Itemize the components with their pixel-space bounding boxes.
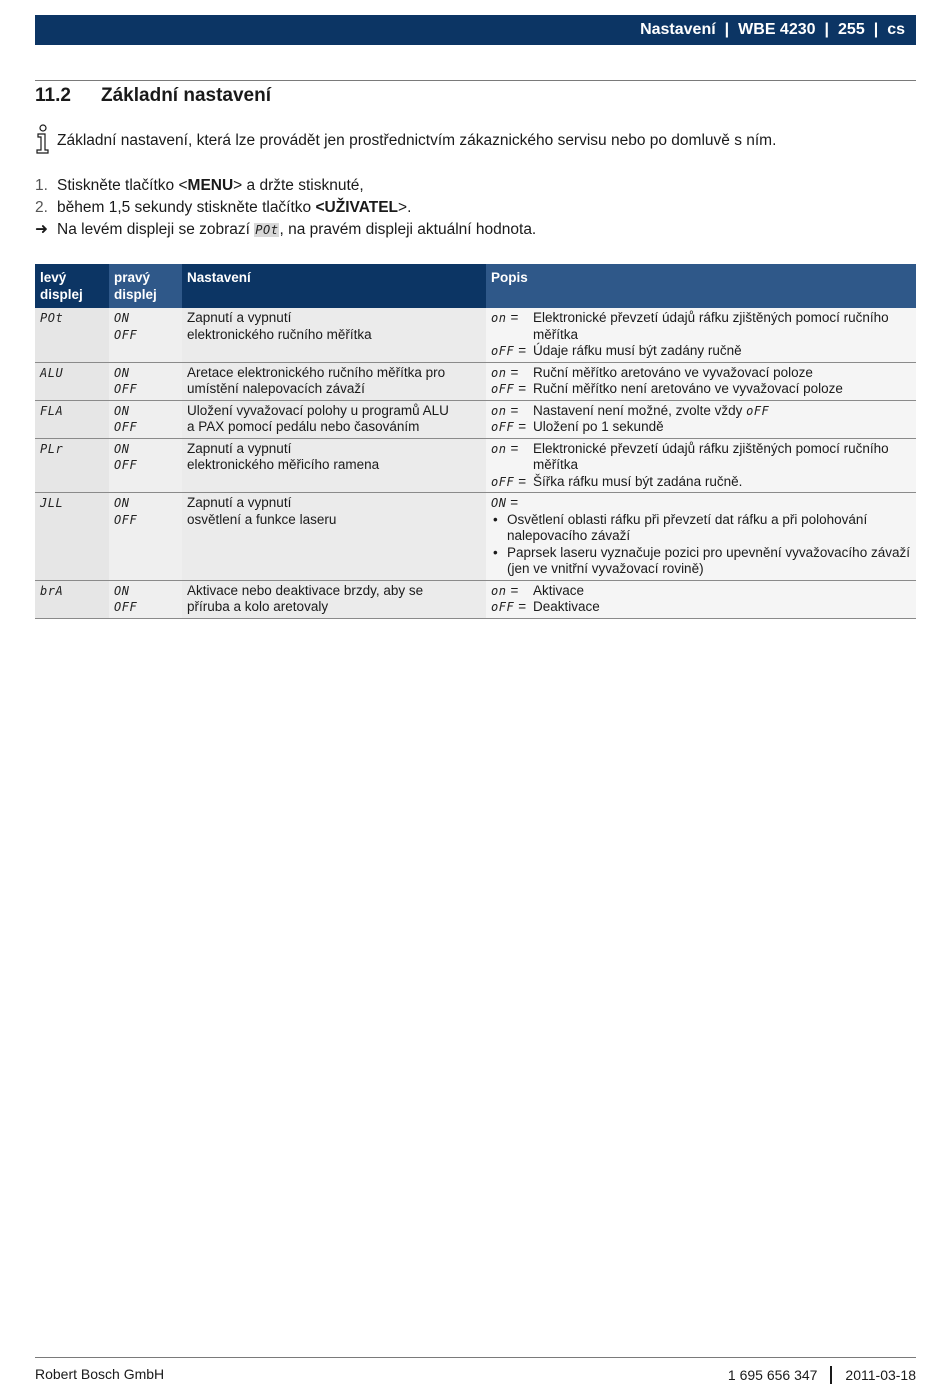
description-line: oFF = Ruční měřítko není aretováno ve vyvažovací poloze [491, 381, 843, 396]
description-line: on = Elektronické převzetí údajů ráfku zjištěných pomocí ručního měřítka [491, 310, 911, 343]
setting-text: Zapnutí a vypnutí [187, 440, 292, 456]
step-1 [35, 175, 536, 197]
step-key: <UŽIVATEL [315, 199, 399, 216]
description-line: on = Elektronické převzetí údajů ráfku zjištěných pomocí ručního měřítka [491, 441, 911, 474]
right-display-on: ON [114, 441, 130, 456]
setting-text: Aktivace nebo deaktivace brzdy, aby se [187, 582, 424, 598]
desc-code: oFF [491, 344, 515, 358]
result-text: , na pravém displeji aktuální hodnota. [279, 221, 537, 238]
step-text: během 1,5 sekundy stiskněte tlačítko [57, 199, 316, 216]
info-note-text: Základní nastavení, která lze provádět jen prostřednictvím zákaznického servisu nebo po domluvě s ním. [57, 132, 777, 149]
bottom-divider [35, 1357, 916, 1358]
section-heading: Základní nastavení [101, 85, 272, 106]
lcd-code: POt [255, 223, 279, 237]
header-separator: | [724, 21, 730, 38]
table-row [35, 493, 916, 581]
right-display-on: ON [114, 583, 130, 598]
col-header-right-display: pravý displej [109, 264, 182, 308]
setting-text: Zapnutí a vypnutí [187, 495, 292, 510]
setting-text: elektronického ručního měřítka [187, 326, 372, 342]
left-display-code: JLL [40, 496, 64, 510]
header-model: WBE 4230 [738, 21, 816, 38]
footer-separator [830, 1366, 832, 1384]
info-note [35, 124, 916, 158]
description-line: on = Nastavení není možné, zvolte vždy oFF [491, 402, 770, 418]
instruction-steps [35, 175, 536, 241]
right-display-on: ON [114, 496, 130, 510]
description-line: oFF = Údaje ráfku musí být zadány ručně [491, 343, 742, 358]
description-line: oFF = Deaktivace [491, 599, 600, 614]
step-text: > a držte stisknuté, [233, 177, 364, 194]
right-display-off: OFF [114, 420, 138, 434]
table-header-row [35, 264, 916, 308]
description-line: on = Ruční měřítko aretováno ve vyvažovací poloze [491, 364, 813, 380]
right-display-off: OFF [114, 458, 138, 472]
table-row [35, 400, 916, 438]
setting-text: příruba a kolo aretovaly [187, 599, 329, 614]
desc-code: oFF [491, 420, 515, 434]
description-line: oFF = Uložení po 1 sekundě [491, 419, 664, 434]
desc-code: oFF [491, 600, 515, 614]
step-text: >. [398, 199, 412, 216]
desc-code: on [491, 403, 507, 418]
right-display-on: ON [114, 311, 130, 325]
left-display-code: ALU [40, 365, 64, 380]
step-number: 2. [35, 199, 48, 216]
desc-code: on [491, 441, 507, 456]
left-display-code: brA [40, 583, 64, 598]
desc-text: Aktivace [533, 582, 585, 598]
top-divider [35, 80, 916, 81]
desc-text: Nastavení není možné, zvolte vždy [533, 402, 747, 418]
footer-date: 2011-03-18 [845, 1367, 916, 1383]
list-item: • Paprsek laseru vyznačuje pozici pro upevnění vyvažovacího závaží (jen ve vnitřní vyvažovací rovině) [491, 545, 911, 578]
right-display-off: OFF [114, 512, 138, 527]
desc-code: on [491, 583, 507, 598]
setting-text: elektronického měřicího ramena [187, 457, 380, 472]
right-display-off: OFF [114, 327, 138, 342]
step-result [35, 219, 536, 241]
col-header-setting: Nastavení [182, 264, 486, 308]
step-key: MENU [187, 177, 234, 194]
table-row [35, 308, 916, 362]
step-2 [35, 197, 536, 219]
desc-code: on [491, 311, 507, 325]
header-separator: | [824, 21, 830, 38]
desc-code: ON [491, 496, 507, 510]
desc-code: oFF [746, 403, 770, 418]
desc-text: Uložení po 1 sekundě [533, 419, 664, 434]
setting-text: osvětlení a funkce laseru [187, 511, 337, 527]
settings-table [35, 264, 916, 619]
footer-doc-number: 1 695 656 347 [727, 1367, 818, 1383]
result-arrow-icon: ➜ [35, 221, 48, 238]
desc-code: on [491, 365, 507, 380]
desc-text: Šířka ráfku musí být zadána ručně. [533, 473, 743, 489]
section-title [35, 85, 271, 107]
step-text: Stiskněte tlačítko < [57, 177, 188, 194]
setting-text: Uložení vyvažovací polohy u programů ALU [187, 402, 449, 418]
list-item: • Osvětlení oblasti ráfku při převzetí dat ráfku a při polohování nalepovacího závaží [491, 512, 911, 545]
description-line: ON = [491, 495, 519, 510]
description-line: on = Aktivace [491, 582, 585, 598]
footer-company: Robert Bosch GmbH [35, 1366, 165, 1382]
header-separator: | [873, 21, 879, 38]
left-display-code: FLA [40, 403, 64, 418]
result-text: Na levém displeji se zobrazí [57, 221, 255, 238]
desc-code: oFF [491, 474, 515, 489]
setting-text: Aretace elektronického ručního měřítka pro [187, 364, 446, 380]
right-display-off: OFF [114, 382, 138, 396]
table-row [35, 362, 916, 400]
header-page-number: 255 [838, 21, 865, 38]
desc-text: Ruční měřítko aretováno ve vyvažovací poloze [533, 364, 813, 380]
section-number: 11.2 [35, 85, 71, 106]
description-bullets [491, 512, 911, 578]
desc-text: Elektronické převzetí údajů ráfku zjištěných pomocí ručního měřítka [533, 440, 889, 472]
table-row [35, 438, 916, 493]
right-display-on: ON [114, 365, 130, 380]
setting-text: Zapnutí a vypnutí [187, 310, 292, 325]
desc-text: Údaje ráfku musí být zadány ručně [533, 343, 742, 358]
right-display-off: OFF [114, 600, 138, 614]
col-header-left-display: levý displej [35, 264, 109, 308]
left-display-code: POt [40, 311, 64, 325]
info-icon [35, 124, 51, 154]
col-header-description: Popis [486, 264, 916, 308]
footer-right [728, 1366, 916, 1384]
setting-text: a PAX pomocí pedálu nebo časováním [187, 419, 420, 434]
right-display-on: ON [114, 403, 130, 418]
left-display-code: PLr [40, 441, 64, 456]
setting-text: umístění nalepovacích závaží [187, 381, 365, 396]
desc-text: Ruční měřítko není aretováno ve vyvažovací poloze [533, 381, 843, 396]
description-line: oFF = Šířka ráfku musí být zadána ručně. [491, 473, 743, 489]
desc-text: Deaktivace [533, 599, 600, 614]
desc-text: Elektronické převzetí údajů ráfku zjištěných pomocí ručního měřítka [533, 310, 889, 342]
desc-code: oFF [491, 382, 515, 396]
table-row [35, 580, 916, 618]
step-number: 1. [35, 177, 48, 194]
page-header [35, 15, 916, 45]
header-language: cs [887, 21, 905, 38]
header-section: Nastavení [640, 21, 716, 38]
